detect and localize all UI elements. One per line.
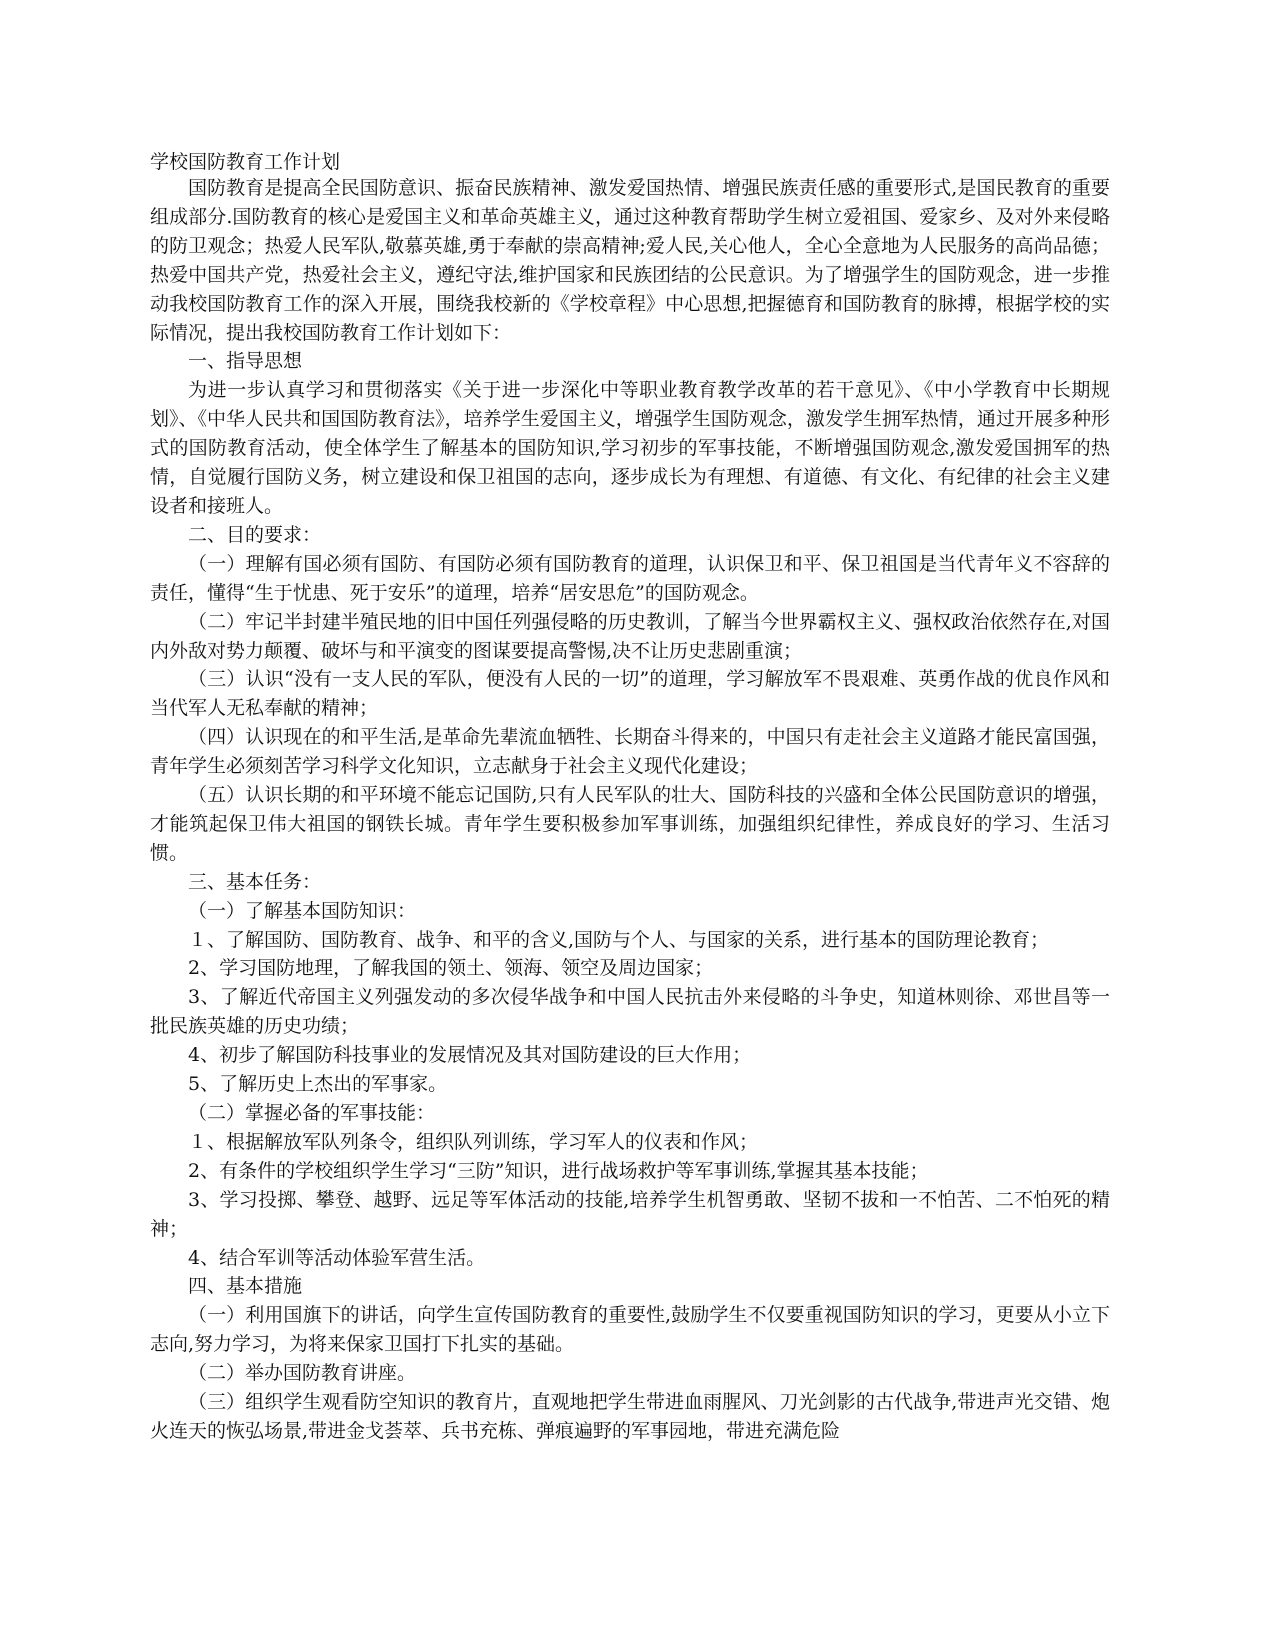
paragraph-skill-1: １、根据解放军队列条令，组织队列训练，学习军人的仪表和作风；	[188, 1130, 759, 1153]
paragraph-objective-3: （三）认识“没有一支人民的军队，便没有人民的一切”的道理，学习解放军不畏艰难、英勇作战的优良作风和当代军人无私奉献的精神；	[150, 668, 1110, 720]
heading-basic-measures: 四、基本措施	[188, 1275, 303, 1298]
paragraph-objective-5: （五）认识长期的和平环境不能忘记国防,只有人民军队的壮大、国防科技的兴盛和全体公民国防意识的增强，才能筑起保卫伟大祖国的钢铁长城。青年学生要积极参加军事训练，加强组织纪律性，养成良好的学习、生活习惯。	[150, 784, 1110, 864]
heading-guiding-thought: 一、指导思想	[188, 350, 303, 373]
heading-basic-tasks: 三、基本任务：	[188, 870, 322, 893]
paragraph-skill-2: 2、有条件的学校组织学生学习“三防”知识，进行战场救护等军事训练,掌握其基本技能；	[188, 1159, 929, 1182]
paragraph-knowledge-2: 2、学习国防地理，了解我国的领土、领海、领空及周边国家；	[188, 957, 714, 980]
paragraph-objective-1: （一）理解有国必须有国防、有国防必须有国防教育的道理，认识保卫和平、保卫祖国是当代青年义不容辞的责任，懂得“生于忧患、死于安乐”的道理，培养“居安思危”的国防观念。	[150, 552, 1110, 604]
paragraph-guiding-thought: 为进一步认真学习和贯彻落实《关于进一步深化中等职业教育教学改革的若干意见》、《中小学教育中长期规划》、《中华人民共和国国防教育法》，培养学生爱国主义，增强学生国防观念，激发学生拥军热情，通过开展多种形式的国防教育活动，使全体学生了解基本的国防知识,学习初步的军事技能，不断增强国防观念,激发爱国拥军的热情，自觉履行国防义务，树立建设和保卫祖国的志向，逐步成长为有理想、有道德、有文化、有纪律的社会主义建设者和接班人。	[150, 379, 1110, 517]
heading-objectives: 二、目的要求：	[188, 523, 322, 546]
paragraph-skill-3: 3、学习投掷、攀登、越野、远足等军体活动的技能,培养学生机智勇敢、坚韧不拔和一不怕苦、二不怕死的精神；	[150, 1188, 1110, 1240]
paragraph-skill-4: 4、结合军训等活动体验军营生活。	[188, 1246, 486, 1269]
paragraph-measure-3: （三）组织学生观看防空知识的教育片，直观地把学生带进血雨腥风、刀光剑影的古代战争,带进声光交错、炮火连天的恢弘场景,带进金戈荟萃、兵书充栋、弹痕遍野的军事园地，带进充满危险	[150, 1391, 1110, 1442]
document-title: 学校国防教育工作计划	[150, 151, 341, 173]
paragraph-objective-4: （四）认识现在的和平生活,是革命先辈流血牺牲、长期奋斗得来的，中国只有走社会主义道路才能民富国强，青年学生必须刻苦学习科学文化知识，立志献身于社会主义现代化建设；	[150, 726, 1110, 778]
subheading-defense-knowledge: （一）了解基本国防知识：	[188, 899, 417, 922]
paragraph-measure-2: （二）举办国防教育讲座。	[188, 1362, 417, 1385]
paragraph-objective-2: （二）牢记半封建半殖民地的旧中国任列强侵略的历史教训，了解当今世界霸权主义、强权政治依然存在,对国内外敌对势力颠覆、破坏与和平演变的图谋要提高警惕,决不让历史悲剧重演；	[150, 610, 1110, 662]
paragraph-measure-1: （一）利用国旗下的讲话，向学生宣传国防教育的重要性,鼓励学生不仅要重视国防知识的学习，更要从小立下志向,努力学习，为将来保家卫国打下扎实的基础。	[150, 1304, 1110, 1356]
paragraph-knowledge-1: １、了解国防、国防教育、战争、和平的含义,国防与个人、与国家的关系，进行基本的国防理论教育；	[188, 928, 1050, 951]
document-body	[150, 174, 1110, 1446]
subheading-military-skills: （二）掌握必备的军事技能：	[188, 1102, 436, 1124]
paragraph-intro: 国防教育是提高全民国防意识、振奋民族精神、激发爱国热情、增强民族责任感的重要形式,是国民教育的重要组成部分.国防教育的核心是爱国主义和革命英雄主义，通过这种教育帮助学生树立爱祖国、爱家乡、及对外来侵略的防卫观念；热爱人民军队,敬慕英雄,勇于奉献的崇高精神;爱人民,关心他人，全心全意地为人民服务的高尚品德；热爱中国共产党，热爱社会主义，遵纪守法,维护国家和民族团结的公民意识。为了增强学生的国防观念，进一步推动我校国防教育工作的深入开展，围绕我校新的《学校章程》中心思想,把握德育和国防教育的脉搏，根据学校的实际情况，提出我校国防教育工作计划如下：	[150, 177, 1110, 344]
paragraph-knowledge-5: 5、了解历史上杰出的军事家。	[188, 1073, 448, 1096]
paragraph-knowledge-4: 4、初步了解国防科技事业的发展情况及其对国防建设的巨大作用；	[188, 1044, 752, 1067]
paragraph-knowledge-3: 3、了解近代帝国主义列强发动的多次侵华战争和中国人民抗击外来侵略的斗争史，知道林则徐、邓世昌等一批民族英雄的历史功绩；	[150, 986, 1110, 1038]
